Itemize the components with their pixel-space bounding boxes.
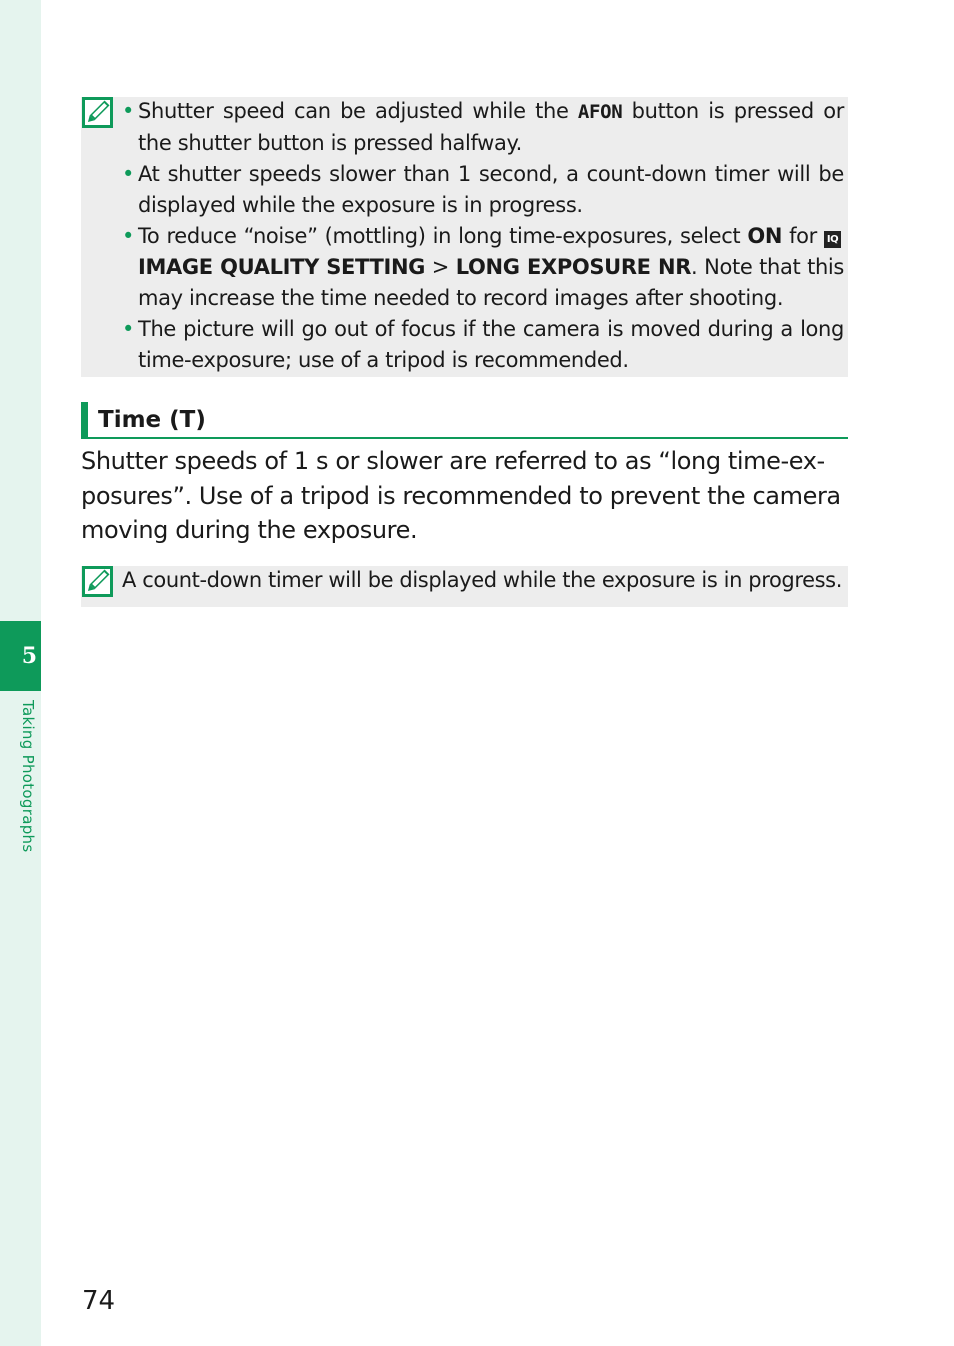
afon-button-label: AFON xyxy=(577,101,623,123)
heading-title: Time (T) xyxy=(98,407,206,433)
note-pencil-icon xyxy=(82,566,113,597)
note-box-top xyxy=(81,97,848,377)
menu-long-exposure-nr: LONG EXPOSURE NR xyxy=(455,255,692,279)
on-option: ON xyxy=(747,224,783,248)
note-bullets xyxy=(122,96,844,376)
note-text: A count-down timer will be displayed while the exposure is in progress. xyxy=(122,568,842,592)
image-quality-icon: IQ xyxy=(824,231,841,248)
note-bullet: • At shutter speeds slower than 1 second, a count-down timer will be displayed while the exposure is in progress. xyxy=(122,159,844,221)
body-paragraph: Shutter speeds of 1 s or slower are referred to as “long time-exposures”. Use of a tripod is recommended to prevent the camera moving during the exposure. xyxy=(81,447,841,544)
chapter-label: Taking Photographs xyxy=(19,700,37,853)
note-pencil-icon xyxy=(82,97,113,128)
chapter-tab: 5 xyxy=(0,621,41,691)
heading-accent-bar xyxy=(81,402,88,437)
note-bullet: • To reduce “noise” (mottling) in long time-exposures, select ON for IQIMAGE QUALITY SETTING > LONG EXPOSURE NR. Note that this may increase the time needed to record images after shooting. xyxy=(122,221,844,314)
note-box-bottom xyxy=(81,566,848,607)
page-number: 74 xyxy=(82,1286,116,1316)
note-bullet: • Shutter speed can be adjusted while the AFON button is pressed or the shutter button is pressed halfway. xyxy=(122,96,844,159)
section-heading xyxy=(81,402,848,439)
note-bullet: • The picture will go out of focus if the camera is moved during a long time-exposure; use of a tripod is recommended. xyxy=(122,314,844,376)
menu-image-quality-setting: IMAGE QUALITY SETTING xyxy=(138,255,426,279)
